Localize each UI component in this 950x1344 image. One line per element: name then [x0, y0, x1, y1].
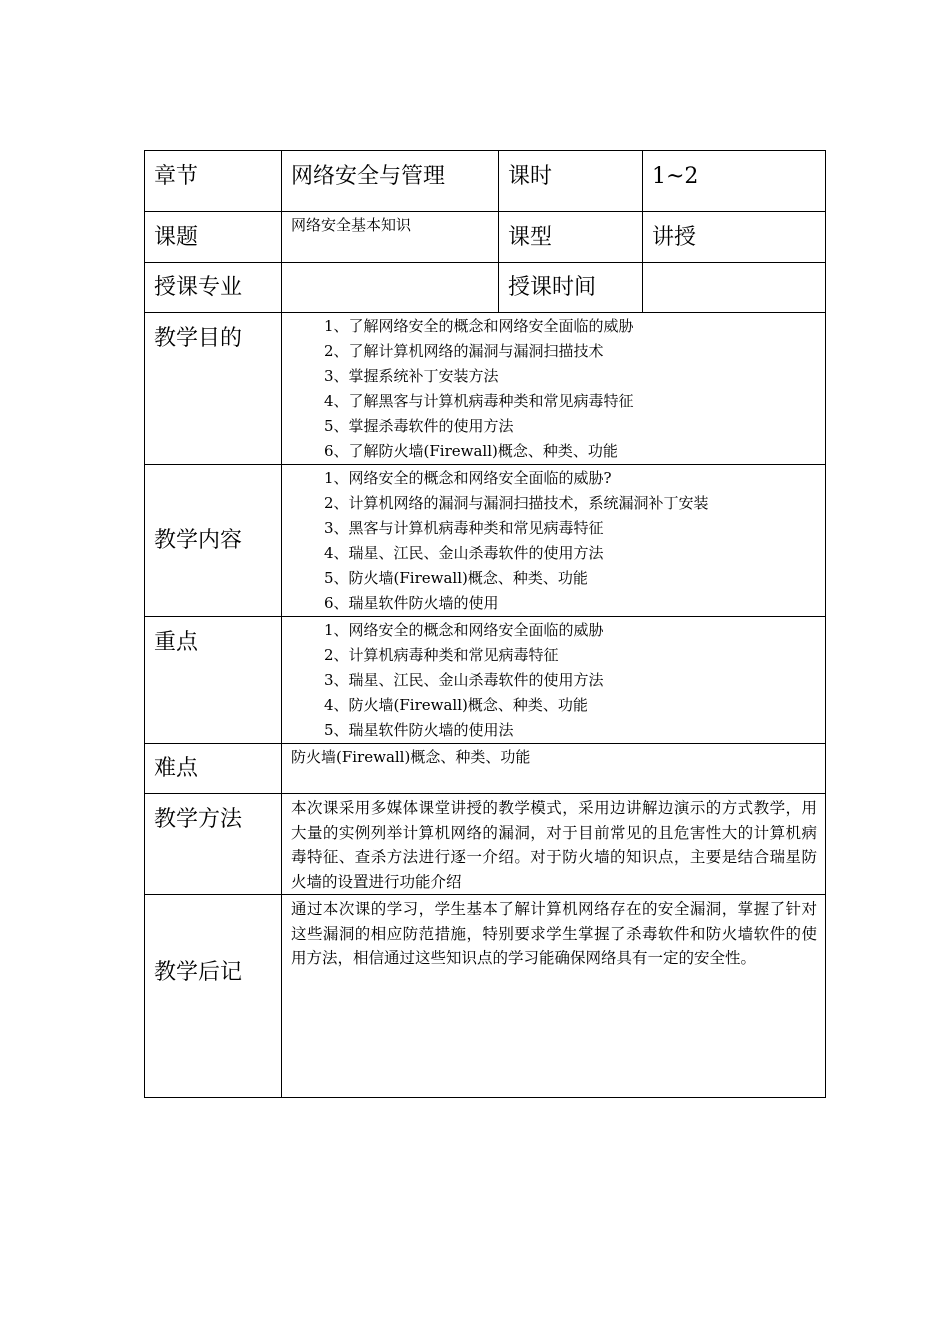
list-item: 4、防火墙(Firewall)概念、种类、功能: [324, 696, 588, 714]
chapter-value: 网络安全与管理: [282, 151, 499, 212]
objectives-list: [282, 313, 826, 465]
row-key-points: [145, 617, 826, 744]
key-points-list: [282, 617, 826, 744]
objectives-label: 教学目的: [145, 313, 282, 465]
methods-text: 本次课采用多媒体课堂讲授的教学模式，采用边讲解边演示的方式教学，用大量的实例列举计算机网络的漏洞，对于目前常见的且危害性大的计算机病毒特征、查杀方法进行逐一介绍。对于防火墙的知识点，主要是结合瑞星防火墙的设置进行功能介绍: [282, 794, 826, 895]
lesson-plan-table: [144, 150, 826, 1098]
difficulties-text: 防火墙(Firewall)概念、种类、功能: [282, 744, 826, 794]
topic-label: 课题: [145, 212, 282, 263]
row-postscript: [145, 895, 826, 1098]
content-list: [282, 465, 826, 617]
major-label: 授课专业: [145, 263, 282, 313]
row-difficulties: [145, 744, 826, 794]
list-item: 3、瑞星、江民、金山杀毒软件的使用方法: [324, 671, 604, 689]
content-label: 教学内容: [145, 465, 282, 617]
hours-value: 1~2: [643, 151, 826, 212]
list-item: 2、了解计算机网络的漏洞与漏洞扫描技术: [324, 342, 604, 360]
list-item: 4、瑞星、江民、金山杀毒软件的使用方法: [324, 544, 604, 562]
type-label: 课型: [499, 212, 643, 263]
row-methods: [145, 794, 826, 895]
key-points-label: 重点: [145, 617, 282, 744]
list-item: 6、瑞星软件防火墙的使用: [324, 594, 499, 612]
row-topic: [145, 212, 826, 263]
list-item: 2、计算机病毒种类和常见病毒特征: [324, 646, 559, 664]
methods-label: 教学方法: [145, 794, 282, 895]
row-objectives: [145, 313, 826, 465]
topic-value: 网络安全基本知识: [282, 212, 499, 263]
row-chapter: [145, 151, 826, 212]
difficulties-label: 难点: [145, 744, 282, 794]
type-value: 讲授: [643, 212, 826, 263]
postscript-label: 教学后记: [145, 895, 282, 1098]
major-value: [282, 263, 499, 313]
row-content: [145, 465, 826, 617]
hours-label: 课时: [499, 151, 643, 212]
list-item: 1、了解网络安全的概念和网络安全面临的威胁: [324, 317, 634, 335]
list-item: 5、瑞星软件防火墙的使用法: [324, 721, 514, 739]
list-item: 3、掌握系统补丁安装方法: [324, 367, 499, 385]
list-item: 4、了解黑客与计算机病毒种类和常见病毒特征: [324, 392, 634, 410]
list-item: 5、防火墙(Firewall)概念、种类、功能: [324, 569, 588, 587]
chapter-label: 章节: [145, 151, 282, 212]
list-item: 5、掌握杀毒软件的使用方法: [324, 417, 514, 435]
list-item: 1、网络安全的概念和网络安全面临的威胁: [324, 621, 604, 639]
postscript-text: 通过本次课的学习，学生基本了解计算机网络存在的安全漏洞，掌握了针对这些漏洞的相应防范措施，特别要求学生掌握了杀毒软件和防火墙软件的使用方法，相信通过这些知识点的学习能确保网络具有一定的安全性。: [282, 895, 826, 1098]
time-value: [643, 263, 826, 313]
list-item: 6、了解防火墙(Firewall)概念、种类、功能: [324, 442, 618, 460]
list-item: 3、黑客与计算机病毒种类和常见病毒特征: [324, 519, 604, 537]
time-label: 授课时间: [499, 263, 643, 313]
list-item: 2、计算机网络的漏洞与漏洞扫描技术，系统漏洞补丁安装: [324, 494, 709, 512]
row-major: [145, 263, 826, 313]
list-item: 1、网络安全的概念和网络安全面临的威胁?: [324, 469, 612, 487]
